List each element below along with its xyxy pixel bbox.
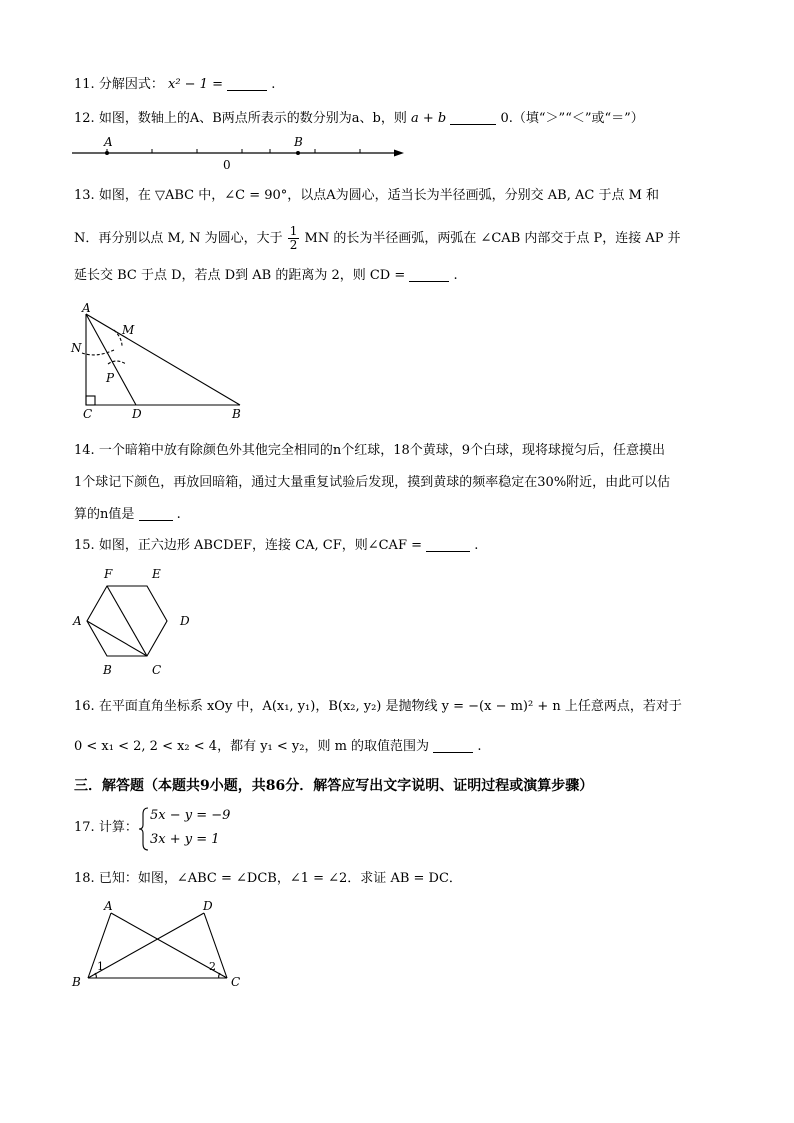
label-c: C <box>152 663 162 677</box>
question-11: 11. 分解因式： x² − 1 = . <box>74 77 276 92</box>
label-c: C <box>83 407 93 421</box>
question-text: 分解因式： <box>98 77 164 92</box>
question-number: 13. <box>74 188 95 203</box>
question-number: 15. <box>74 538 95 553</box>
equation-1: 5x − y = −9 <box>150 808 231 823</box>
question-number: 16. <box>74 699 95 714</box>
label-a: A <box>104 135 113 149</box>
answer-blank[interactable] <box>433 738 473 753</box>
hexagon-abcdef-figure <box>66 562 206 682</box>
question-text: 如图，数轴上的A、B两点所表示的数分别为a、b，则 <box>98 111 407 126</box>
label-a: A <box>104 899 113 913</box>
arrow-right-icon <box>394 150 404 157</box>
label-zero: 0 <box>223 158 231 172</box>
label-p: P <box>106 371 115 385</box>
question-14-line-2 <box>74 474 670 492</box>
answer-blank[interactable] <box>426 537 470 552</box>
label-d: D <box>132 407 142 421</box>
question-15: 15. 如图，正六边形 ABCDEF，连接 CA, CF，则∠CAF = . <box>74 538 479 553</box>
answer-blank[interactable] <box>139 506 173 521</box>
question-14-line-1 <box>74 442 665 460</box>
question-17 <box>74 819 138 837</box>
section-title: 三．解答题（本题共9小题，共86分．解答应写出文字说明、证明过程或演算步骤） <box>74 778 594 794</box>
question-text: 1个球记下颜色，再放回暗箱，通过大量重复试验后发现，摸到黄球的频率稳定在30%附近，由此可以估 <box>74 475 671 490</box>
segment-ab <box>86 314 240 405</box>
answer-blank[interactable] <box>227 76 267 91</box>
question-text: 如图，在 ▽ABC 中，∠C = 90°，以点A为圆心，适当长为半径画弧，分别交 AB, AC 于点 M 和 <box>98 188 660 203</box>
right-angle-mark <box>86 396 95 405</box>
segment-cf <box>107 586 147 656</box>
quadrilateral-abcd-figure <box>66 896 246 992</box>
question-text: 已知：如图，∠ABC = ∠DCB，∠1 = ∠2．求证 AB = DC． <box>98 871 462 886</box>
label-a: A <box>82 301 91 315</box>
segment-db <box>88 913 204 978</box>
brace-icon <box>138 806 150 852</box>
question-text: 算的n值是 <box>74 507 135 522</box>
label-d: D <box>180 614 190 628</box>
question-text: 0.（填“＞”“＜”或“＝”） <box>500 111 644 126</box>
arc-from-m <box>108 361 126 364</box>
label-b: B <box>232 407 241 421</box>
label-d: D <box>203 899 213 913</box>
answer-blank[interactable] <box>450 110 496 125</box>
question-16-line-2: 0 < x₁ < 2, 2 < x₂ < 4，都有 y₁ < y₂，则 m 的取值范围为 . <box>74 739 482 754</box>
question-18 <box>74 870 462 888</box>
math-expression: a + b <box>410 111 447 126</box>
number-line-figure <box>70 134 410 174</box>
label-b: B <box>294 135 303 149</box>
question-text: 如图，正六边形 ABCDEF，连接 CA, CF，则∠CAF = <box>98 538 422 553</box>
label-c: C <box>231 975 241 989</box>
question-text: 0 < x₁ < 2, 2 < x₂ < 4，都有 y₁ < y₂，则 m 的取值范围为 <box>74 739 430 754</box>
question-13-line-2 <box>74 225 681 252</box>
question-16-line-1 <box>74 698 682 716</box>
segment-ca <box>87 621 147 656</box>
question-13-line-1 <box>74 187 659 205</box>
point-a <box>105 151 109 155</box>
label-n: N <box>71 341 82 355</box>
answer-blank[interactable] <box>409 267 449 282</box>
question-number: 11. <box>74 77 95 92</box>
label-angle-1: 1 <box>97 960 104 973</box>
point-b <box>296 151 300 155</box>
question-number: 14. <box>74 443 95 458</box>
label-e: E <box>152 567 161 581</box>
question-number: 17. <box>74 820 95 835</box>
label-b: B <box>72 975 81 989</box>
equation-2: 3x + y = 1 <box>150 832 220 847</box>
question-text: 计算： <box>98 820 138 835</box>
math-expression: x² − 1 = <box>167 77 223 92</box>
question-number: 12. <box>74 111 95 126</box>
question-number: 18. <box>74 871 95 886</box>
label-m: M <box>122 323 135 337</box>
question-text: 延长交 BC 于点 D，若点 D到 AB 的距离为 2，则 CD = <box>74 268 406 283</box>
question-12 <box>74 110 644 128</box>
fraction-half: $\frac{1}{2}$ <box>289 224 298 252</box>
label-b: B <box>103 663 112 677</box>
question-text: N．再分别以点 M, N 为圆心，大于 <box>74 231 283 246</box>
label-angle-2: 2 <box>209 960 216 973</box>
arc-mn <box>82 350 114 355</box>
question-text: 一个暗箱中放有除颜色外其他完全相同的n个红球，18个黄球，9个白球，现将球搅匀后，任意摸出 <box>98 443 666 458</box>
question-text: 在平面直角坐标系 xOy 中，A(x₁, y₁)，B(x₂, y₂) 是抛物线 y = −(x − m)² + n 上任意两点，若对于 <box>98 699 682 714</box>
triangle-abc-figure <box>66 300 256 424</box>
question-text: MN 的长为半径画弧，两弧在 ∠CAB 内部交于点 P，连接 AP 并 <box>304 231 681 246</box>
label-f: F <box>104 567 113 581</box>
question-13-line-3: 延长交 BC 于点 D，若点 D到 AB 的距离为 2，则 CD = . <box>74 268 458 283</box>
question-14-line-3: 算的n值是 . <box>74 507 181 522</box>
label-a: A <box>73 614 82 628</box>
